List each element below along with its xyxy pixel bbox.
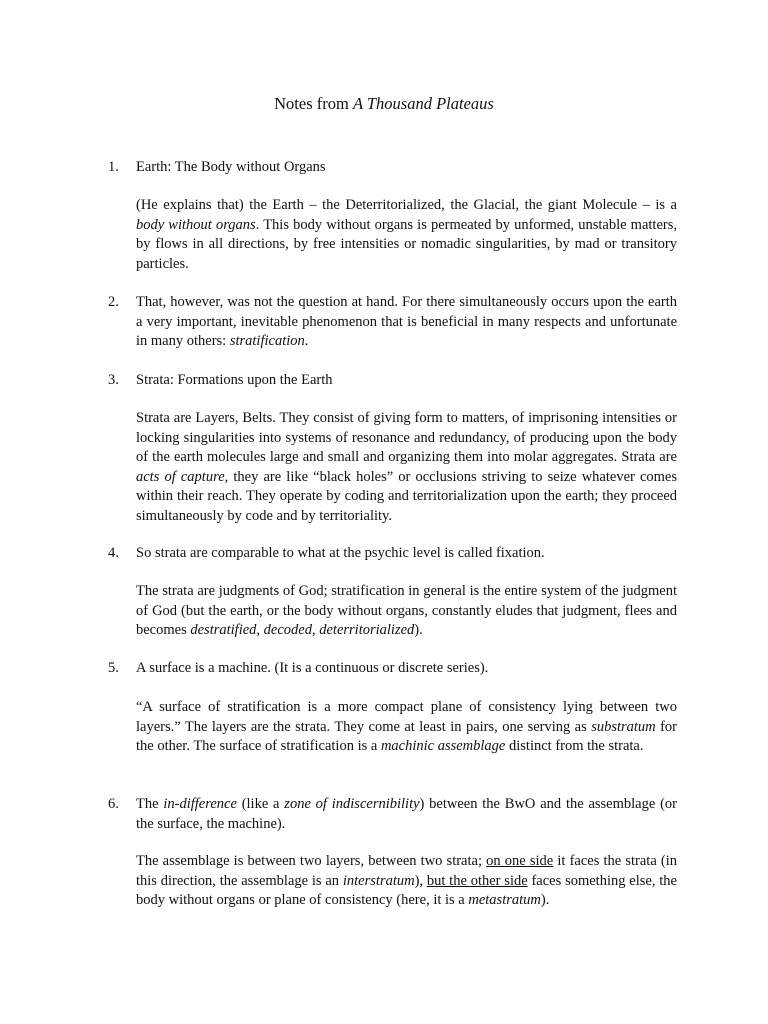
item-paragraph: Strata are Layers, Belts. They consist of giving form to matters, of imprisoning intensities or locking singularities into systems of resonance and redundancy, of producing upon the body of the earth molecules large and small and organizing them into molar aggregates. Strata are acts of capture, they are like “black holes” or occlusions striving to seize whatever comes within their reach. They operate by coding and territorialization upon the earth; they proceed simultaneously by code and by territoriality. bbox=[136, 410, 678, 524]
item-paragraph: “A surface of stratification is a more compact plane of consistency lying between two layers.” The layers are the strata. They come at least in pairs, one serving as substratum for the other. The surface of stratification is a machinic assemblage distinct from the strata. bbox=[136, 699, 677, 754]
book-title: A Thousand Plateaus bbox=[352, 94, 494, 113]
item-heading: A surface is a machine. (It is a continuous or discrete series). bbox=[136, 660, 489, 676]
item-heading: So strata are comparable to what at the psychic level is called fixation. bbox=[136, 545, 545, 561]
item-number: 6. bbox=[108, 796, 119, 812]
item-paragraph: That, however, was not the question at hand. For there simultaneously occurs upon the earth a very important, inevitable phenomenon that is beneficial in many respects and unfortunate in many others: stratification. bbox=[136, 294, 677, 349]
item-number: 3. bbox=[108, 372, 119, 388]
item-paragraph: (He explains that) the Earth – the Deterritorialized, the Glacial, the giant Molecule – is a body without organs. This body without organs is permeated by unformed, unstable matters, by flows in all directions, by free intensities or nomadic singularities, by mad or transitory particles. bbox=[136, 197, 677, 272]
item-number: 1. bbox=[108, 159, 119, 175]
item-number: 5. bbox=[108, 660, 119, 676]
item-number: 4. bbox=[108, 545, 119, 561]
document-title: Notes from A Thousand Plateaus bbox=[274, 94, 494, 113]
item-heading: Earth: The Body without Organs bbox=[136, 159, 326, 175]
item-heading: The in-difference (like a zone of indiscernibility) between the BwO and the assemblage (or the surface, the machine). bbox=[136, 796, 677, 832]
item-number: 2. bbox=[108, 294, 119, 310]
item-paragraph: The assemblage is between two layers, between two strata; on one side it faces the strata (in this direction, the assemblage is an interstratum), but the other side faces something else, the body without organs or plane of consistency (here, it is a metastratum). bbox=[136, 853, 678, 908]
item-paragraph: The strata are judgments of God; stratification in general is the entire system of the judgment of God (but the earth, or the body without organs, constantly eludes that judgment, flees and becomes destratified, decoded, deterritorialized). bbox=[136, 583, 677, 638]
item-heading: Strata: Formations upon the Earth bbox=[136, 372, 333, 388]
